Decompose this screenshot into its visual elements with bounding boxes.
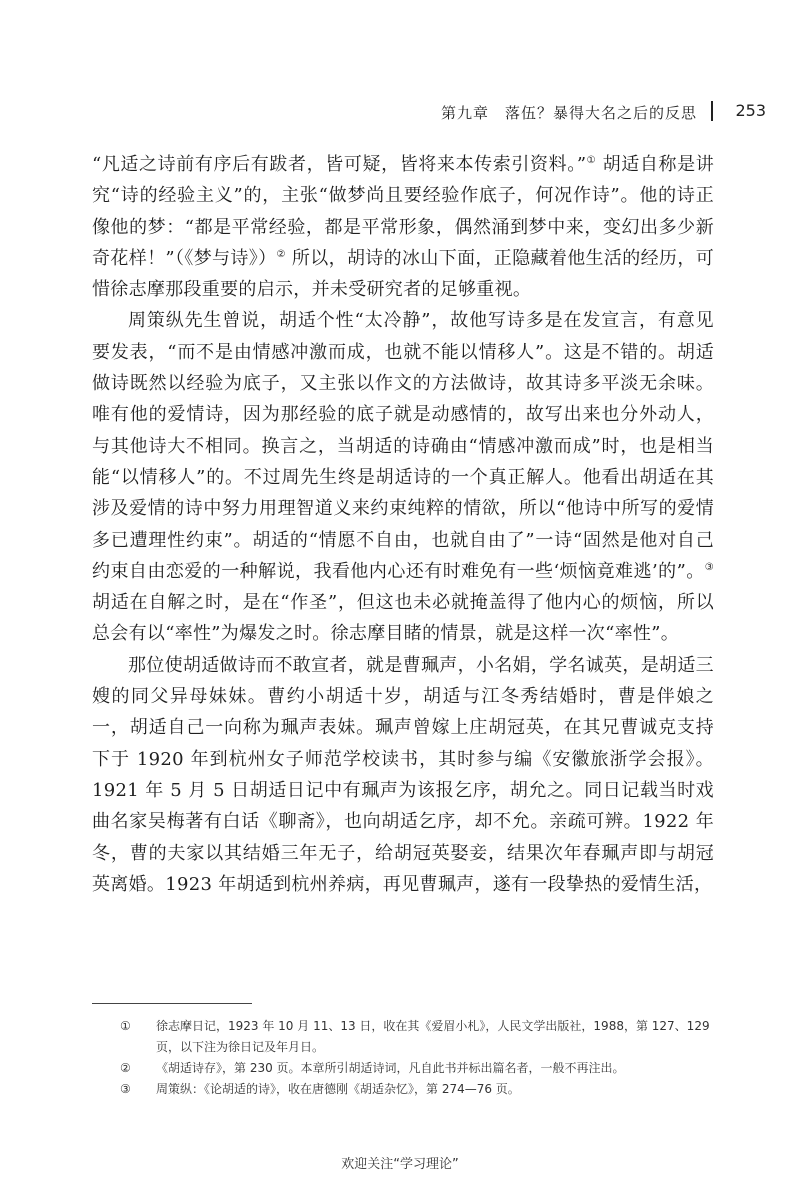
footnote-rule — [92, 1003, 252, 1004]
body-text — [92, 149, 714, 900]
footer-note: 欢迎关注“学习理论” — [341, 1157, 459, 1172]
footnote-text: 徐志摩日记，1923 年 10 月 11、13 日，收在其《爱眉小札》，人民文学出版社，1988，第 127、129 页，以下注为徐日记及年月日。 — [156, 1019, 710, 1054]
footnotes — [120, 1016, 720, 1100]
text-run: 周策纵先生曾说，胡适个性“太冷静”，故他写诗多是在发宣言，有意见要发表，“而不是由情感冲激而成，也就不能以情移人”。这是不错的。胡适做诗既然以经验为底子，又主张以作文的方法做诗，故其诗多平淡无余味。唯有他的爱情诗，因为那经验的底子就是动感情的，故写出来也分外动人，与其他诗大不相同。换言之，当胡适的诗确由“情感冲激而成”时，也是相当能“以情移人”的。不过周先生终是胡适诗的一个真正解人。他看出胡适在其涉及爱情的诗中努力用理智道义来约束纯粹的情欲，所以“他诗中所写的爱情多已遭理性约束”。胡适的“情愿不自由，也就自由了”一诗“固然是他对自己约束自由恋爱的一种解说，我看他内心还有时难免有一些‘烦恼竟难逃’的”。 — [92, 310, 714, 582]
footnote-ref: ② — [276, 248, 286, 260]
footnote — [120, 1016, 720, 1058]
text-run: 所以，胡诗的冰山下面，正隐藏着他生活的经历，可惜徐志摩那段重要的启示，并未受研究者的足够重视。 — [92, 247, 714, 301]
footnote-mark: ③ — [120, 1082, 131, 1096]
footnote-text: 周策纵：《论胡适的诗》，收在唐德刚《胡适杂忆》，第 274—76 页。 — [156, 1082, 520, 1096]
text-run: 那位使胡适做诗而不敢宣者，就是曹珮声，小名娟，学名诚英，是胡适三嫂的同父异母妹妹。曹约小胡适十岁，胡适与江冬秀结婚时，曹是伴娘之一，胡适自己一向称为珮声表妹。珮声曾嫁上庄胡冠英，在其兄曹诚克支持下于 1920 年到杭州女子师范学校读书，其时参与编《安徽旅浙学会报》。1921 年 5 月 5 日胡适日记中有珮声为该报乞序，胡允之。同日记载当时戏曲名家吴梅著有白话《聊斋》，也向胡适乞序，却不允。亲疏可辨。1922 年冬，曹的夫家以其结婚三年无子，给胡冠英娶妾，结果次年春珮声即与胡冠英离婚。1923 年胡适到杭州养病，再见曹珮声，遂有一段挚热的爱情生活， — [92, 654, 714, 895]
footnote-text: 《胡适诗存》，第 230 页。本章所引胡适诗词，凡自此书并标出篇名者，一般不再注出。 — [156, 1061, 625, 1075]
footnote — [120, 1079, 720, 1100]
running-header — [0, 98, 766, 128]
footnote-mark: ① — [120, 1019, 131, 1033]
text-run: 胡适自称是讲究“诗的经验主义”的，主张“做梦尚且要经验作底子，何况作诗”。他的诗正像他的梦：“都是平常经验，都是平常形象，偶然涌到梦中来，变幻出多少新奇花样！”（《梦与诗》） — [92, 154, 714, 269]
text-run: “凡适之诗前有序后有跋者，皆可疑，皆将来本传索引资料。” — [92, 154, 587, 175]
paragraph — [92, 305, 714, 649]
paragraph — [92, 149, 714, 305]
header-divider — [711, 101, 713, 121]
footnote — [120, 1058, 720, 1079]
page-number: 253 — [735, 101, 766, 120]
chapter-title: 第九章 落伍？暴得大名之后的反思 — [440, 104, 697, 122]
text-run: 胡适在自解之时，是在“作圣”，但这也未必就掩盖得了他内心的烦恼，所以总会有以“率性”为爆发之时。徐志摩目睹的情景，就是这样一次“率性”。 — [92, 592, 714, 645]
paragraph — [92, 650, 714, 900]
footnote-mark: ② — [120, 1061, 131, 1075]
footnote-ref: ① — [586, 155, 597, 166]
footnote-ref: ③ — [704, 561, 714, 573]
